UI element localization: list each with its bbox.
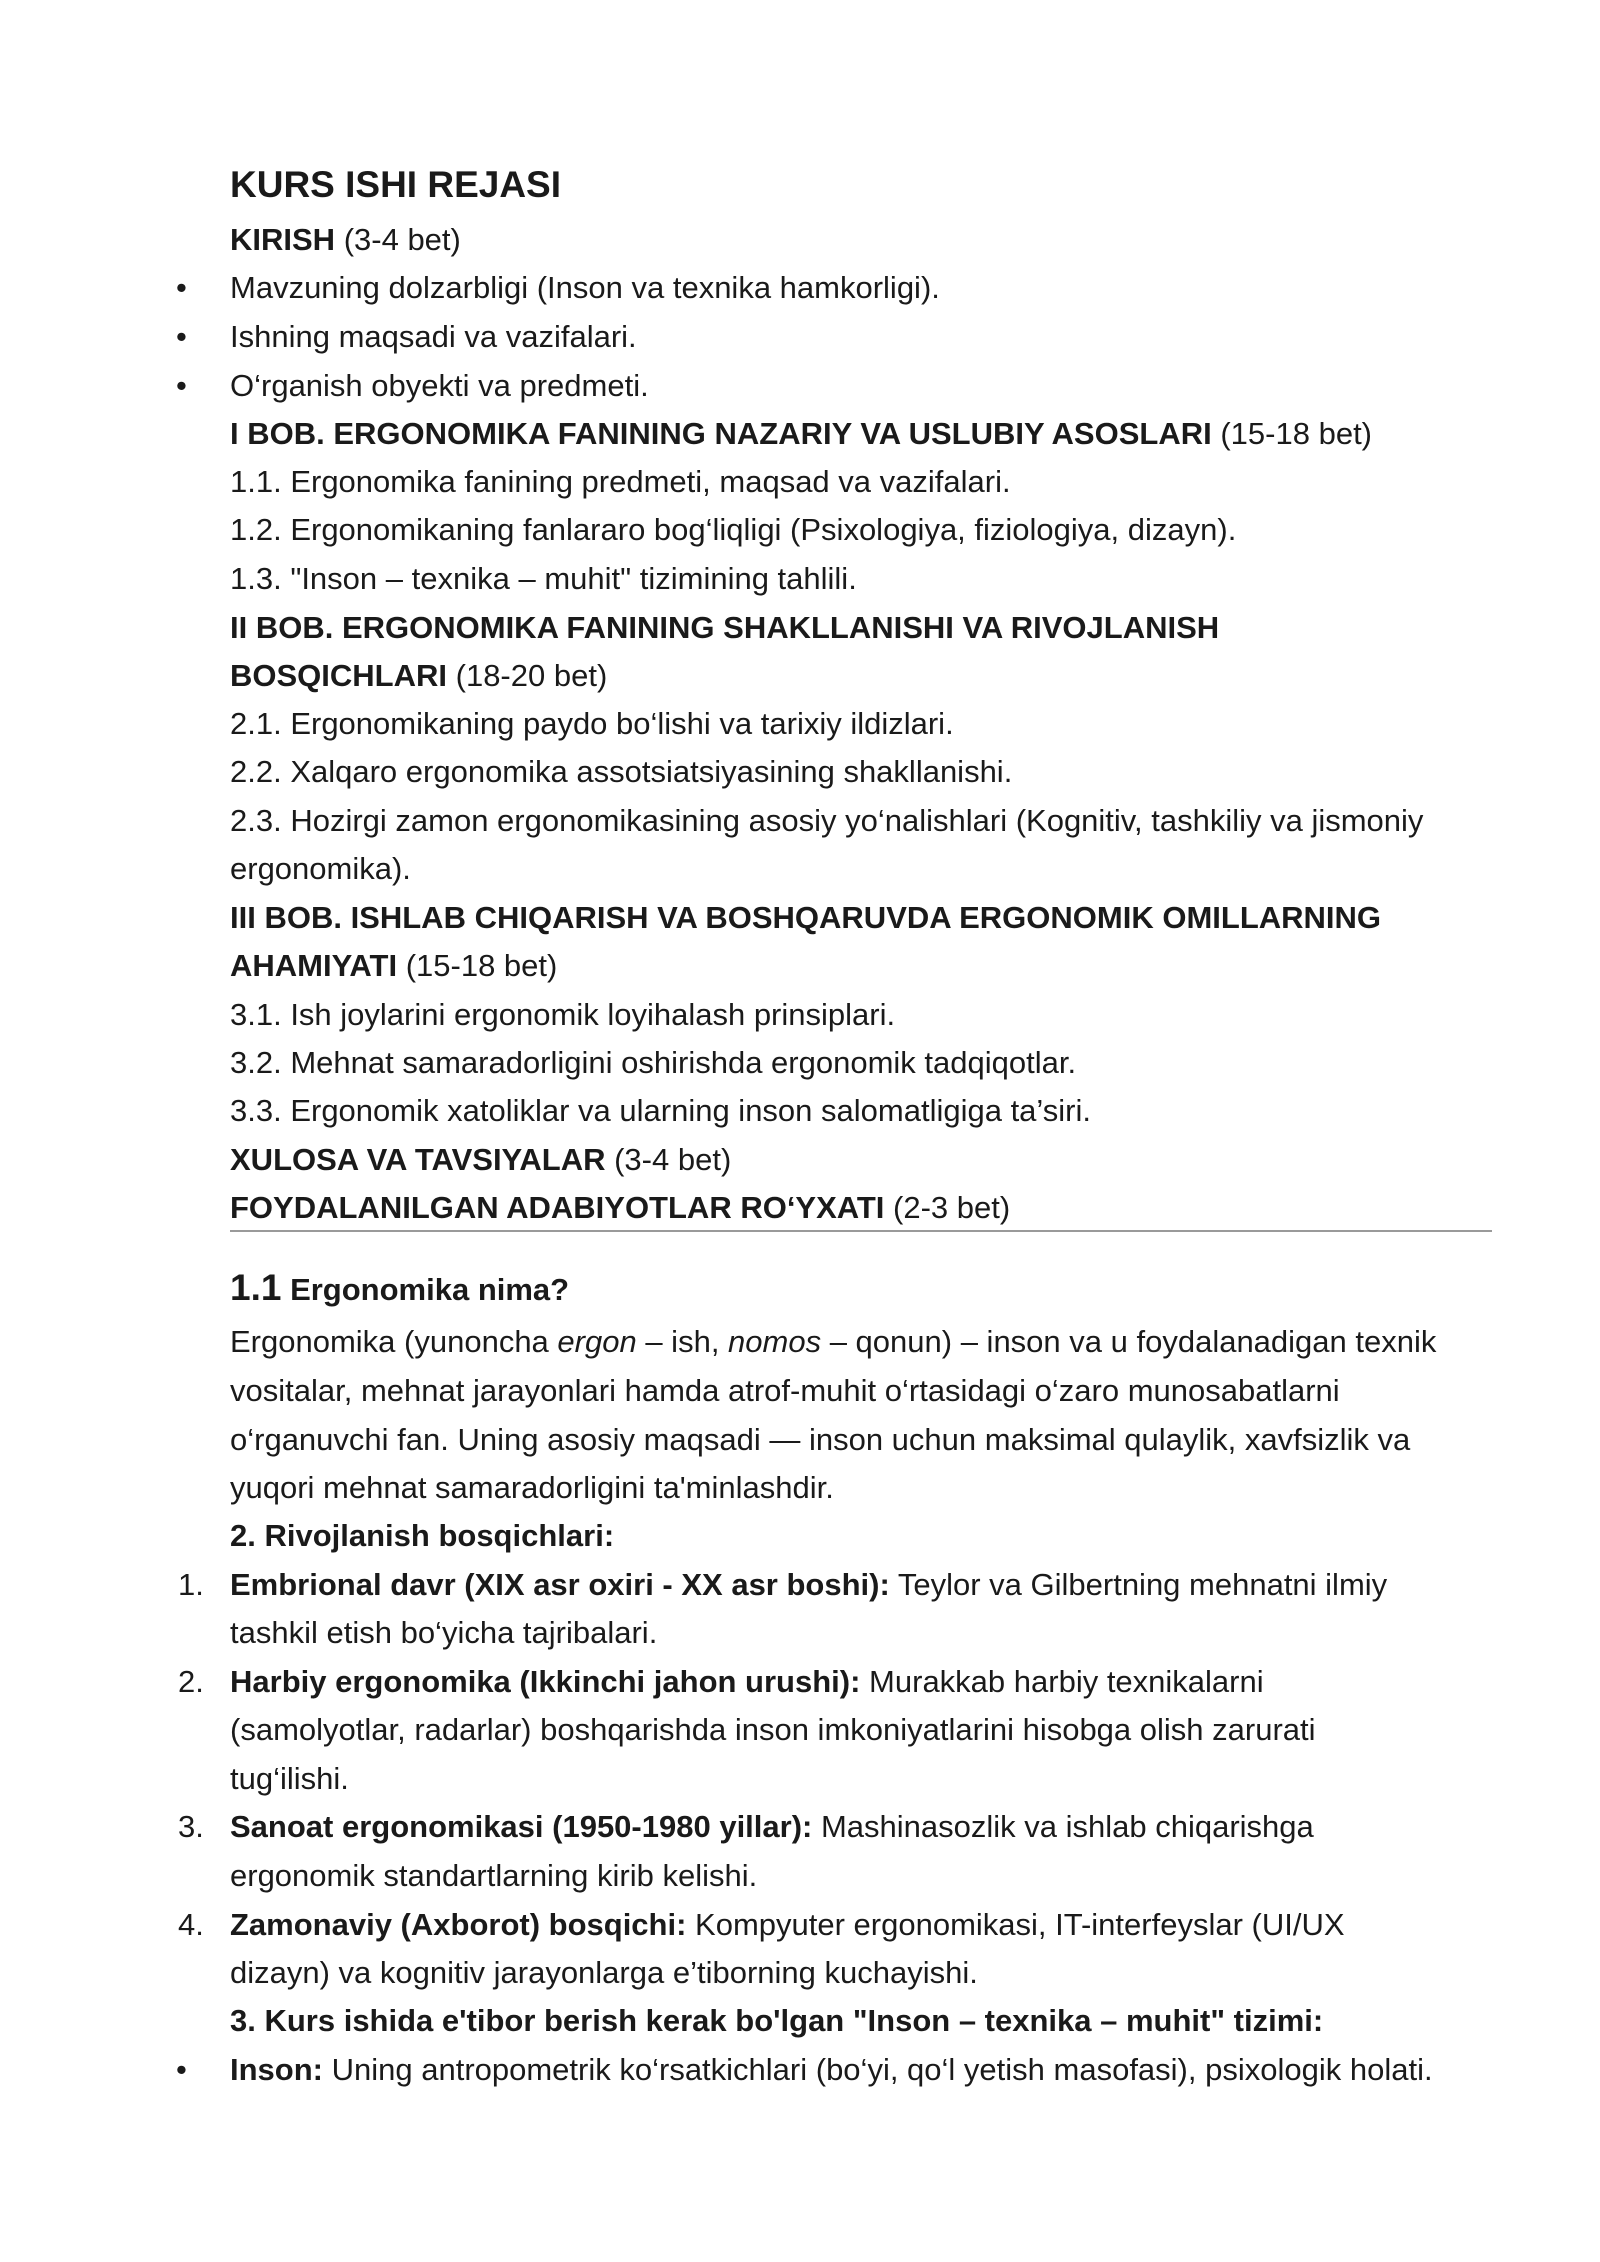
chapter-3-heading: III BOB. ISHLAB CHIQARISH VA BOSHQARUVDA ERGONOMIK OMILLARNING (230, 900, 1382, 935)
bullet-icon: • (176, 368, 187, 403)
list-item: 2.1. Ergonomikaning paydo bo‘lishi va tarixiy ildizlari. (230, 706, 954, 741)
list-item: Inson: Uning antropometrik ko‘rsatkichlari (bo‘yi, qo‘l yetish masofasi), psixologik holati. (230, 2052, 1433, 2087)
plan-title: KURS ISHI REJASI (230, 164, 562, 205)
list-item: Mavzuning dolzarbligi (Inson va texnika hamkorligi). (230, 270, 940, 305)
bullet-icon: • (176, 319, 187, 354)
list-number: 3. (178, 1809, 204, 1844)
list-number: 2. (178, 1664, 204, 1699)
stages-heading: 2. Rivojlanish bosqichlari: (230, 1518, 615, 1553)
list-number: 1. (178, 1567, 204, 1602)
list-item: 3.3. Ergonomik xatoliklar va ularning inson salomatligiga ta’siri. (230, 1093, 1091, 1128)
intro-heading: KIRISH (3-4 bet) (230, 222, 461, 257)
numbered-item-cont: ergonomik standartlarning kirib kelishi. (230, 1858, 758, 1893)
bullet-icon: • (176, 2052, 187, 2087)
numbered-item-cont: tug‘ilishi. (230, 1761, 349, 1796)
section-divider (230, 1230, 1492, 1232)
section-heading: 1.1 Ergonomika nima? (230, 1267, 570, 1308)
paragraph-line: vositalar, mehnat jarayonlari hamda atrof-muhit o‘rtasidagi o‘zaro munosabatlarni (230, 1373, 1340, 1408)
list-item: O‘rganish obyekti va predmeti. (230, 368, 649, 403)
numbered-item-cont: dizayn) va kognitiv jarayonlarga e’tiborning kuchayishi. (230, 1955, 978, 1990)
chapter-2-heading: II BOB. ERGONOMIKA FANINING SHAKLLANISHI VA RIVOJLANISH (230, 610, 1220, 645)
numbered-item-cont: (samolyotlar, radarlar) boshqarishda inson imkoniyatlarini hisobga olish zarurati (230, 1712, 1316, 1747)
list-item: 3.1. Ish joylarini ergonomik loyihalash prinsiplari. (230, 997, 896, 1032)
list-item: 3.2. Mehnat samaradorligini oshirishda ergonomik tadqiqotlar. (230, 1045, 1077, 1080)
paragraph-line: o‘rganuvchi fan. Uning asosiy maqsadi — inson uchun maksimal qulaylik, xavfsizlik va (230, 1422, 1411, 1457)
list-item: 2.3. Hozirgi zamon ergonomikasining asosiy yo‘nalishlari (Kognitiv, tashkiliy va jismoniy (230, 803, 1424, 838)
numbered-item: Sanoat ergonomikasi (1950-1980 yillar): Mashinasozlik va ishlab chiqarishga (230, 1809, 1314, 1844)
chapter-3-heading-cont: AHAMIYATI (15-18 bet) (230, 948, 558, 983)
list-number: 4. (178, 1907, 204, 1942)
bullet-icon: • (176, 270, 187, 305)
chapter-2-heading-cont: BOSQICHLARI (18-20 bet) (230, 658, 608, 693)
numbered-item-cont: tashkil etish bo‘yicha tajribalari. (230, 1615, 658, 1650)
list-item-cont: ergonomika). (230, 851, 411, 886)
numbered-item: Embrional davr (XIX asr oxiri - XX asr boshi): Teylor va Gilbertning mehnatni ilmiy (230, 1567, 1388, 1602)
numbered-item: Harbiy ergonomika (Ikkinchi jahon urushi): Murakkab harbiy texnikalarni (230, 1664, 1264, 1699)
list-item: Ishning maqsadi va vazifalari. (230, 319, 637, 354)
system-heading: 3. Kurs ishida e'tibor berish kerak bo'lgan "Inson – texnika – muhit" tizimi: (230, 2003, 1324, 2038)
list-item: 1.3. "Inson – texnika – muhit" tizimining tahlili. (230, 561, 857, 596)
conclusion-heading: XULOSA VA TAVSIYALAR (3-4 bet) (230, 1142, 732, 1177)
paragraph-line: yuqori mehnat samaradorligini ta'minlashdir. (230, 1470, 834, 1505)
chapter-1-heading: I BOB. ERGONOMIKA FANINING NAZARIY VA USLUBIY ASOSLARI (15-18 bet) (230, 416, 1372, 451)
list-item: 1.1. Ergonomika fanining predmeti, maqsad va vazifalari. (230, 464, 1011, 499)
paragraph-line: Ergonomika (yunoncha ergon – ish, nomos – qonun) – inson va u foydalanadigan texnik (230, 1324, 1437, 1359)
list-item: 1.2. Ergonomikaning fanlararo bog‘liqligi (Psixologiya, fiziologiya, dizayn). (230, 512, 1237, 547)
numbered-item: Zamonaviy (Axborot) bosqichi: Kompyuter ergonomikasi, IT-interfeyslar (UI/UX (230, 1907, 1345, 1942)
references-heading: FOYDALANILGAN ADABIYOTLAR RO‘YXATI (2-3 bet) (230, 1190, 1011, 1225)
list-item: 2.2. Xalqaro ergonomika assotsiatsiyasining shakllanishi. (230, 754, 1013, 789)
